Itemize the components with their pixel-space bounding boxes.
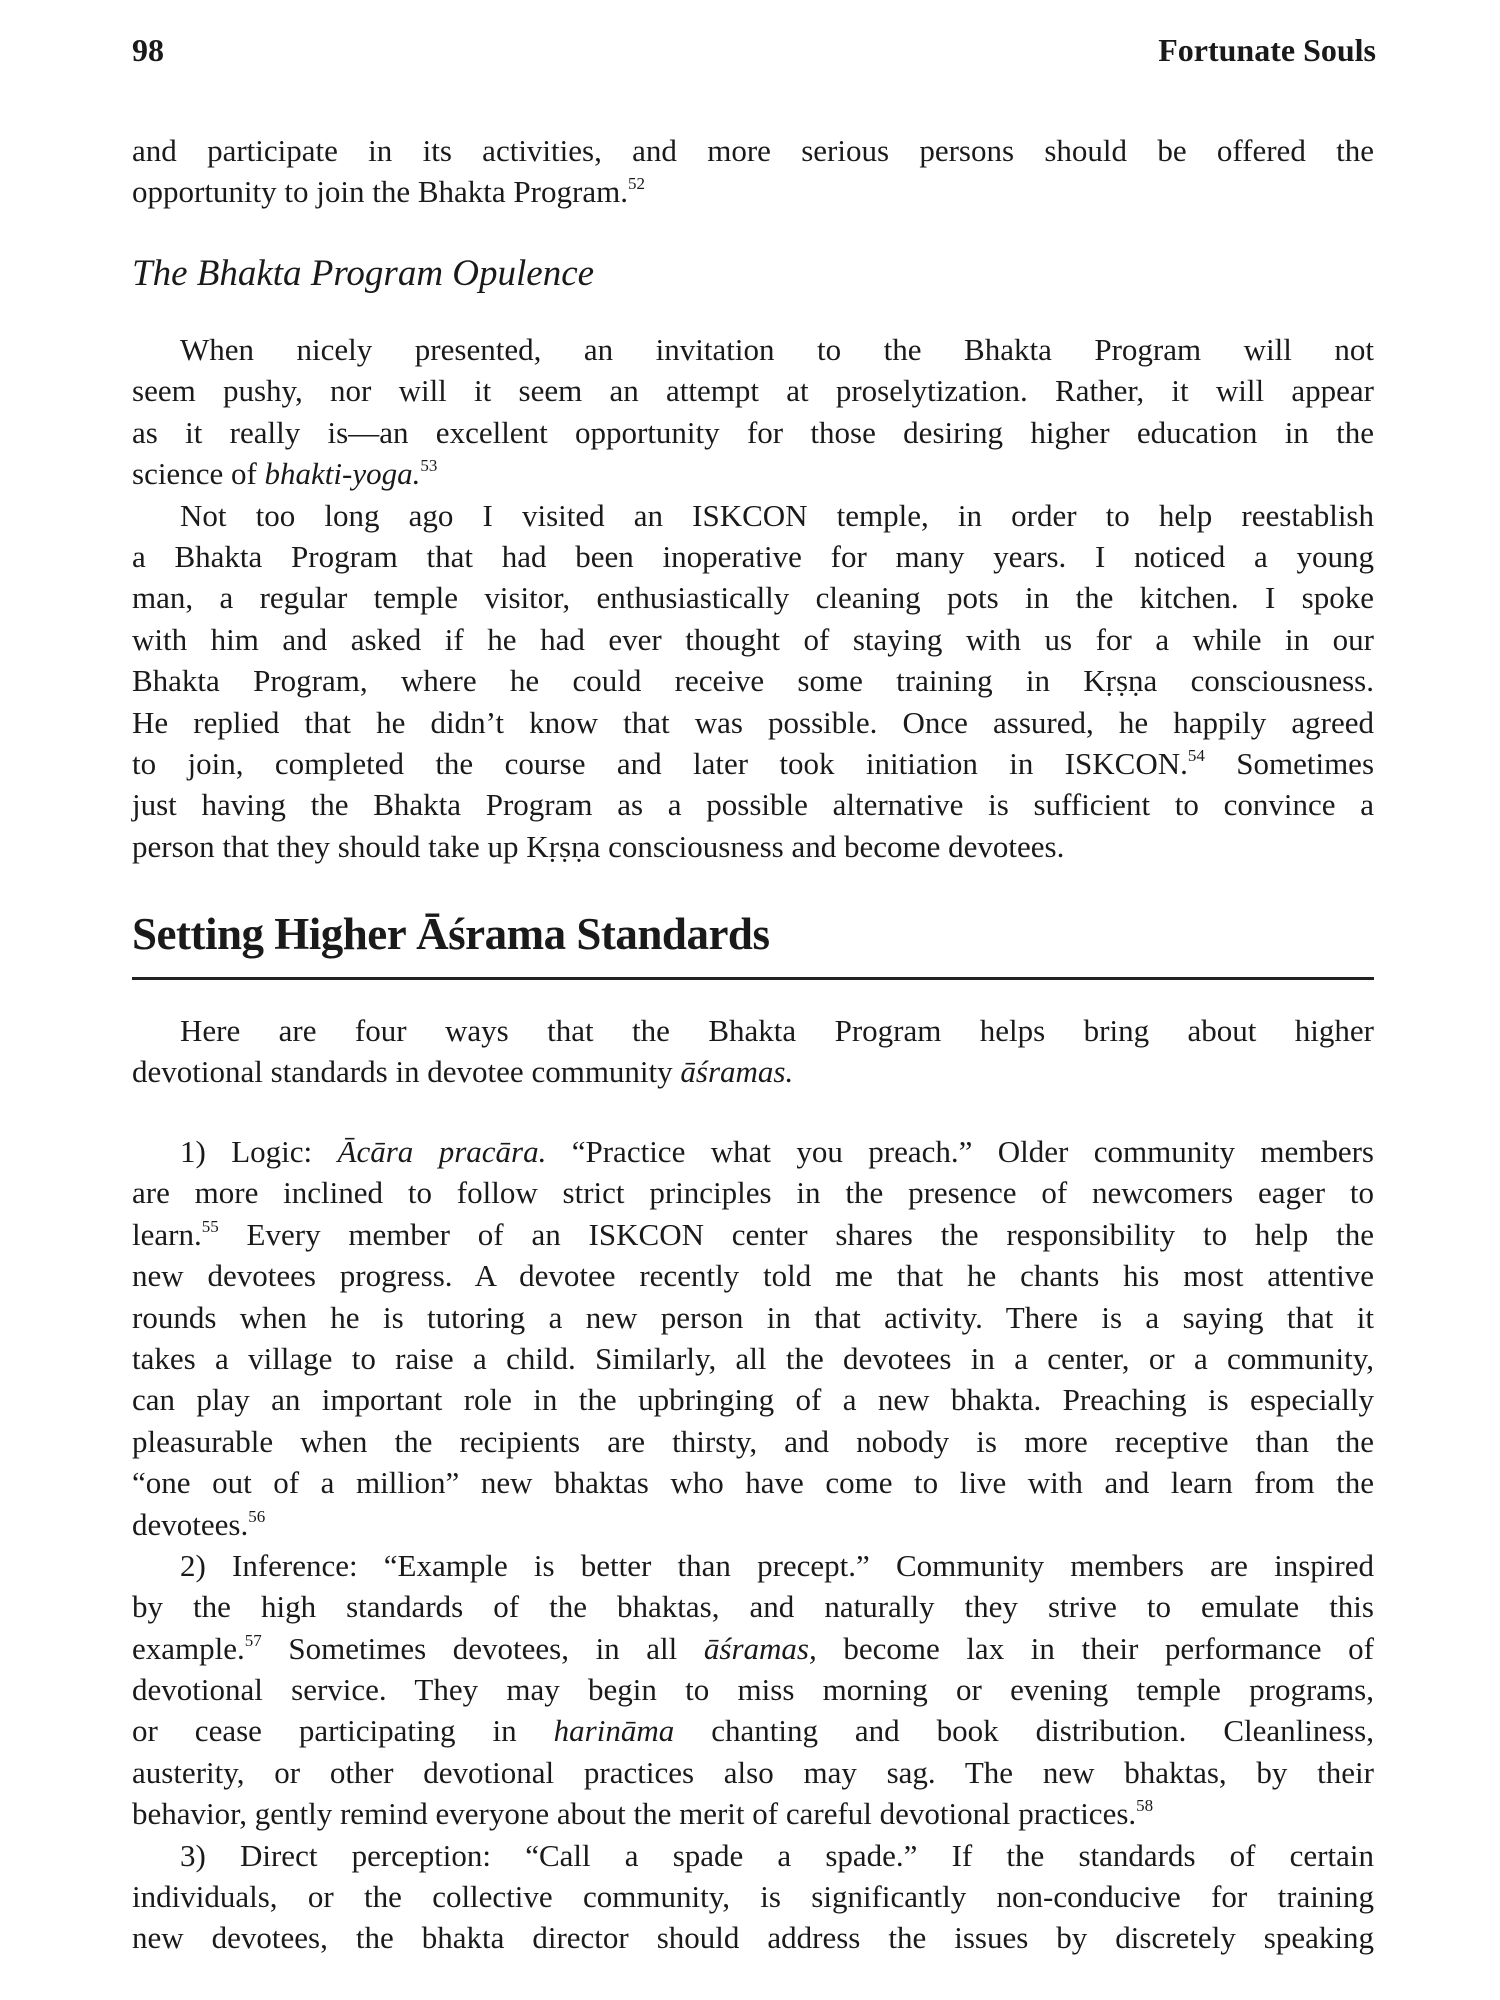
text-line [132, 1051, 1374, 1092]
text-run: “one out of a million” new bhaktas who have come to live with and learn from the [132, 1465, 1374, 1501]
text-line [132, 1917, 1374, 1958]
running-title: Fortunate Souls [1158, 32, 1376, 68]
text-run: Not too long ago I visited an ISKCON temple, in order to help reestablish [180, 497, 1374, 533]
italic-text: harināma [553, 1713, 675, 1749]
text-line [132, 660, 1374, 701]
footnote-ref: 53 [420, 456, 438, 476]
italic-text: āśramas. [680, 1054, 794, 1090]
paragraph [132, 1835, 1374, 1959]
text-run: Sometimes devotees, in all [261, 1630, 704, 1666]
text-run: or cease participating in [132, 1713, 554, 1749]
paragraph [132, 1131, 1374, 1545]
text-run: takes a village to raise a child. Similarly, all the devotees in a center, or a community, [132, 1340, 1374, 1376]
text-line [132, 1421, 1374, 1462]
section-heading: Setting Higher Āśrama Standards [132, 909, 770, 959]
text-line [132, 412, 1374, 453]
text-line [132, 171, 1374, 212]
paragraph [132, 1010, 1374, 1093]
text-line [132, 743, 1374, 784]
text-run: devotees. [132, 1506, 249, 1542]
text-run: and participate in its activities, and more serious persons should be offered the [132, 133, 1374, 168]
paragraph [132, 130, 1374, 213]
text-run: as it really is—an excellent opportunity for those desiring higher education in the [132, 414, 1374, 450]
text-run: learn. [132, 1216, 202, 1252]
text-run: 2) Inference: “Example is better than precept.” Community members are inspired [180, 1547, 1374, 1583]
paragraph [132, 495, 1374, 868]
text-run: seem pushy, nor will it seem an attempt at proselytization. Rather, it will appear [132, 373, 1374, 409]
text-line [132, 1462, 1374, 1503]
text-block-opulence [132, 329, 1374, 867]
text-run: Every member of an ISKCON center shares the responsibility to help the [218, 1216, 1374, 1252]
text-run: Bhakta Program, where he could receive some training in Kṛṣṇa consciousness. [132, 663, 1374, 699]
text-run: are more inclined to follow strict principles in the presence of newcomers eager to [132, 1175, 1374, 1211]
text-line [132, 1710, 1374, 1751]
text-run: behavior, gently remind everyone about the merit of careful devotional practices. [132, 1796, 1137, 1832]
text-run: 3) Direct perception: “Call a spade a spade.” If the standards of certain [180, 1837, 1374, 1873]
text-run: rounds when he is tutoring a new person in that activity. There is a saying that it [132, 1299, 1374, 1335]
text-run: a Bhakta Program that had been inoperative for many years. I noticed a young [132, 538, 1374, 574]
text-line [132, 130, 1374, 171]
page-number: 98 [132, 32, 164, 68]
text-line [132, 577, 1374, 618]
text-block-section-intro [132, 1010, 1374, 1093]
footnote-ref: 57 [244, 1630, 262, 1650]
text-line [132, 453, 1374, 494]
text-run: austerity, or other devotional practices also may sag. The new bhaktas, by their [132, 1754, 1374, 1790]
footnote-ref: 54 [1187, 745, 1205, 765]
footnote-ref: 55 [201, 1216, 219, 1236]
italic-text: āśramas, [703, 1630, 817, 1666]
text-line [132, 1172, 1374, 1213]
text-line [132, 1131, 1374, 1172]
text-block-four-ways [132, 1131, 1374, 1959]
text-line [132, 1793, 1374, 1834]
text-line [132, 1586, 1374, 1627]
text-line [132, 1876, 1374, 1917]
italic-text: Ācāra pracāra. [337, 1134, 547, 1169]
text-line [132, 1835, 1374, 1876]
subheading: The Bhakta Program Opulence [132, 253, 595, 294]
text-run: opportunity to join the Bhakta Program. [132, 174, 628, 210]
text-line [132, 536, 1374, 577]
text-run: new devotees progress. A devotee recently told me that he chants his most attentive [132, 1258, 1374, 1294]
text-run: Here are four ways that the Bhakta Program helps bring about higher [180, 1013, 1374, 1048]
text-line [132, 619, 1374, 660]
text-run: chanting and book distribution. Cleanliness, [674, 1713, 1374, 1749]
text-line [132, 370, 1374, 411]
text-line [132, 1379, 1374, 1420]
text-line [132, 329, 1374, 370]
text-run: Sometimes [1204, 745, 1375, 781]
text-run: example. [132, 1630, 245, 1666]
footnote-ref: 58 [1136, 1796, 1154, 1816]
italic-text: bhakti-yoga. [264, 456, 421, 492]
text-run: devotional standards in devotee community [132, 1054, 681, 1090]
text-run: When nicely presented, an invitation to the Bhakta Program will not [180, 332, 1374, 367]
text-line [132, 1297, 1374, 1338]
text-run: science of [132, 456, 265, 492]
text-run: devotional service. They may begin to miss morning or evening temple programs, [132, 1672, 1374, 1708]
text-run: man, a regular temple visitor, enthusiastically cleaning pots in the kitchen. I spoke [132, 580, 1374, 616]
text-run: He replied that he didn’t know that was possible. Once assured, he happily agreed [132, 704, 1374, 740]
text-run: can play an important role in the upbringing of a new bhakta. Preaching is especially [132, 1382, 1374, 1418]
text-line [132, 702, 1374, 743]
text-block-intro [132, 130, 1374, 213]
text-run: new devotees, the bhakta director should address the issues by discretely speaking [132, 1920, 1374, 1956]
text-line [132, 1504, 1374, 1545]
paragraph [132, 1545, 1374, 1835]
text-run: by the high standards of the bhaktas, and naturally they strive to emulate this [132, 1589, 1374, 1625]
text-line [132, 1255, 1374, 1296]
text-line [132, 1214, 1374, 1255]
text-line [132, 826, 1374, 867]
footnote-ref: 56 [248, 1506, 266, 1526]
footnote-ref: 52 [627, 174, 645, 194]
text-run: 1) Logic: [180, 1134, 338, 1169]
paragraph [132, 329, 1374, 495]
text-run: individuals, or the collective community, is significantly non-conducive for training [132, 1879, 1374, 1915]
text-run: “Practice what you preach.” Older community members [546, 1134, 1374, 1169]
text-run: become lax in their performance of [816, 1630, 1374, 1666]
text-line [132, 1545, 1374, 1586]
text-run: just having the Bhakta Program as a possible alternative is sufficient to convince a [132, 787, 1374, 823]
text-run: pleasurable when the recipients are thirsty, and nobody is more receptive than the [132, 1423, 1374, 1459]
text-line [132, 1669, 1374, 1710]
text-line [132, 1010, 1374, 1051]
text-line [132, 1752, 1374, 1793]
text-line [132, 784, 1374, 825]
text-run: to join, completed the course and later took initiation in ISKCON. [132, 745, 1188, 781]
text-line [132, 495, 1374, 536]
section-rule [132, 977, 1374, 980]
text-run: person that they should take up Kṛṣṇa consciousness and become devotees. [132, 828, 1065, 864]
text-line [132, 1338, 1374, 1379]
text-run: with him and asked if he had ever thought of staying with us for a while in our [132, 621, 1374, 657]
text-line [132, 1628, 1374, 1669]
